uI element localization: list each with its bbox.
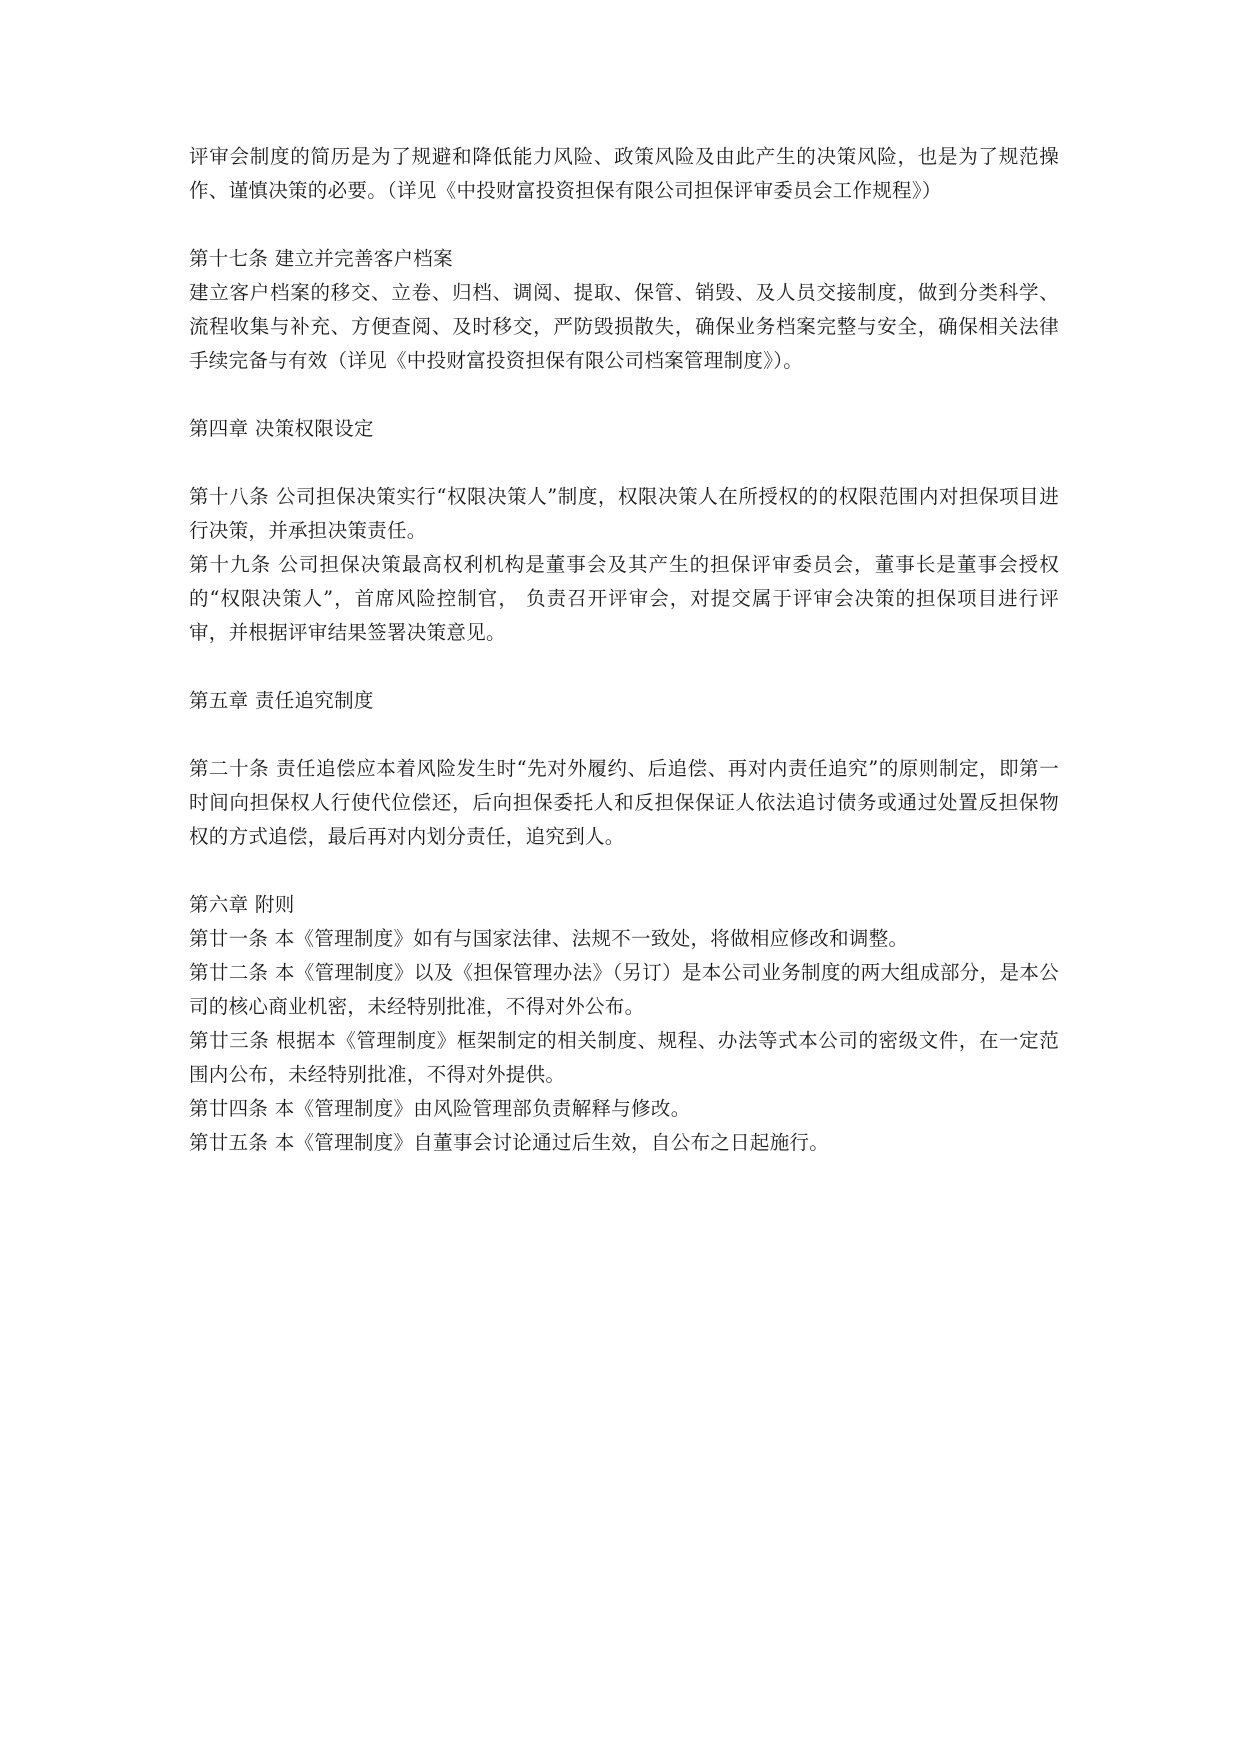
- paragraph-gap: [189, 854, 1059, 888]
- article-20: 第二十条 责任追偿应本着风险发生时“先对外履约、后追偿、再对内责任追究”的原则制定，即第一时间向担保权人行使代位偿还，后向担保委托人和反担保保证人依法追讨债务或通过处置反担保物权的方式追偿，最后再对内划分责任，追究到人。: [189, 757, 1059, 848]
- article-19: 第十九条 公司担保决策最高权利机构是董事会及其产生的担保评审委员会，董事长是董事会授权的“权限决策人”，首席风险控制官， 负责召开评审会，对提交属于评审会决策的担保项目进行评审，并根据评审结果签署决策意见。: [189, 553, 1059, 644]
- article-24: 第廿四条 本《管理制度》由风险管理部负责解释与修改。: [189, 1097, 691, 1120]
- chapter-6-heading: 第六章 附则: [189, 893, 295, 916]
- article-23: 第廿三条 根据本《管理制度》框架制定的相关制度、规程、办法等式本公司的密级文件，在一定范围内公布，未经特别批准，不得对外提供。: [189, 1029, 1059, 1086]
- article-17-body: 建立客户档案的移交、立卷、归档、调阅、提取、保管、销毁、及人员交接制度，做到分类科学、流程收集与补充、方便查阅、及时移交，严防毁损散失，确保业务档案完整与安全，确保相关法律手续完备与有效（详见《中投财富投资担保有限公司档案管理制度》）。: [189, 281, 1059, 372]
- paragraph-gap: [189, 208, 1059, 242]
- document-page: [189, 140, 1059, 1160]
- article-18: 第十八条 公司担保决策实行“权限决策人”制度，权限决策人在所授权的的权限范围内对担保项目进行决策，并承担决策责任。: [189, 485, 1059, 542]
- paragraph-gap: [189, 650, 1059, 684]
- article-21: 第廿一条 本《管理制度》如有与国家法律、法规不一致处，将做相应修改和调整。: [189, 927, 909, 950]
- article-25: 第廿五条 本《管理制度》自董事会讨论通过后生效，自公布之日起施行。: [189, 1131, 830, 1154]
- paragraph-gap: [189, 718, 1059, 752]
- paragraph-review-committee: 评审会制度的简历是为了规避和降低能力风险、政策风险及由此产生的决策风险，也是为了规范操作、谨慎决策的必要。（详见《中投财富投资担保有限公司担保评审委员会工作规程》）: [189, 145, 1059, 202]
- article-22: 第廿二条 本《管理制度》以及《担保管理办法》（另订）是本公司业务制度的两大组成部分，是本公司的核心商业机密，未经特别批准，不得对外公布。: [189, 961, 1059, 1018]
- article-17-heading: 第十七条 建立并完善客户档案: [189, 247, 453, 270]
- chapter-5-heading: 第五章 责任追究制度: [189, 689, 374, 712]
- chapter-4-heading: 第四章 决策权限设定: [189, 417, 374, 440]
- paragraph-gap: [189, 446, 1059, 480]
- paragraph-gap: [189, 378, 1059, 412]
